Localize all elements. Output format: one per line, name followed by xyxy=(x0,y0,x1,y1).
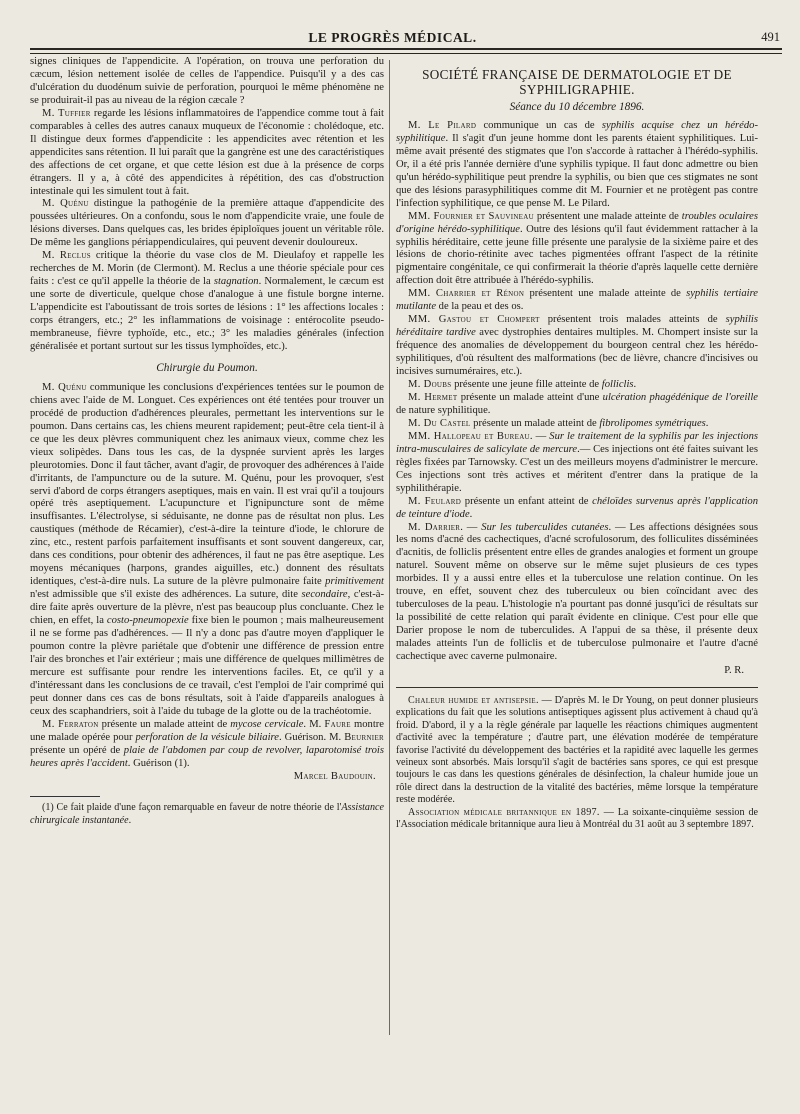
signature-pr: P. R. xyxy=(724,664,744,676)
column-divider xyxy=(389,60,390,1035)
left-column xyxy=(30,56,384,827)
paragraph-reclus: M. Reclus critique la théorie du vase clos de M. Dieulafoy et rappelle les recherches de M. Morin (de Clermont). M. Reclus a une théorie spéciale pour ces faits : c'est ce qu'il appelle la théorie de la stagnation. Normalement, le cæcum est une sorte de diverticule, quelque chose d'analogue à une fistule borgne interne. L'appendicite est l'aboutissant de trois sortes de lésions : 1° les affections locales : corps étrangers, etc.; 2° les inflammations de voisinage : entérocolite pseudo-membraneuse, fièvre typhoïde, etc., etc.; 3° les maladies générales (infection généralisée et portant surtout sur les tissus lymphoïdes, etc.). xyxy=(30,250,384,352)
news-separator-rule xyxy=(396,687,758,688)
footnote: (1) Ce fait plaide d'une façon remarquable en faveur de notre théorie de l'Assistance chirurgicale instantanée. xyxy=(30,802,384,826)
right-column xyxy=(396,56,758,831)
paragraph-hallopeau-bureau: MM. Hallopeau et Bureau. — Sur le traitement de la syphilis par les injections intra-musculaires de salicylate de mercure.— Ces injections ont été faites suivant les règles fixées par Tarnowsky. C'est un des meilleurs moyens d'administrer le mercure. Ces injections sont très actives et méritent d'entrer dans la pratique de la syphilithérapie. xyxy=(396,430,758,494)
paragraph-du-castel: M. Du Castel présente un malade atteint de fibrolipomes symétriques. xyxy=(408,417,709,429)
paragraph-gastou-chompert: MM. Gastou et Chompert présentent trois malades atteints de syphilis héréditaire tardive avec dystrophies dentaires multiples. M. Chompert insiste sur la fréquence des anomalies de développement du bourgeon central chez les hérédo-syphilitiques, d'où résultent des malformations (bec de lièvre, chancre d'incisives ou incisives surnuméraires, etc.). xyxy=(396,314,758,378)
paragraph-darrier: M. Darrier. — Sur les tuberculides cutanées. — Les affections désignées sous les noms d'acné des cachectiques, d'acné scrofulosorum, des folliculites disséminées d'acnitis, de folliclis présentent entre elles de grandes analogies et forment un groupe naturel. Souvent même on observe sur le même sujet plusieurs de ces types morbides. Il y a aussi entre elles et la tuberculose une relation continue. On les trouve, en effet, souvent chez des tuberculeux ou bien coïncidant avec des tuberculoses de la peau. L'histologie n'a pourtant pas donné jusqu'ici de résultats sur la possibilité de cette relation qui paraît évidente en clinique. C'est pour elle que Darier propose le nom de tuberculides. A l'appui de sa thèse, il présente deux malades atteints l'un de folliclis et de tuberculose pulmonaire et l'autre d'acné cachectique avec caverne pulmonaire. xyxy=(396,521,759,663)
running-title: LE PROGRÈS MÉDICAL. xyxy=(308,30,477,45)
paragraph-quenu-appendicite: M. Quénu distingue la pathogénie de la première attaque d'appendicite des poussées ultérieures. On a confondu, sous le nom d'appendicite vraie, une foule de lésions diverses. Dans quelques cas, les brides épiploïques jouent un véritable rôle. De même les ganglions périappendiculaires, qui peuvent devenir douloureux. xyxy=(30,198,385,249)
paragraph-appendicite-end: signes cliniques de l'appendicite. A l'opération, on trouva une perforation du cæcum, lésion nettement isolée de celles de l'appendice. Puisqu'il y a des cas d'ulcération du duodénum suivie de perforation, pourquoi le même phénomène ne se produirait-il pas au niveau de la région cæcale ? xyxy=(30,56,384,106)
signature-baudouin: Marcel Baudouin. xyxy=(293,771,376,783)
seance-date: Séance du 10 décembre 1896. xyxy=(509,101,645,113)
paragraph-tuffier: M. Tuffier regarde les lésions inflammatoires de l'appendice comme tout à fait comparables à celles des autres canaux muqueux de l'économie : cholédoque, etc. Il distingue deux formes d'appendicite : les appendicites avec rétention et les appendicites sans rétention. Il lui paraît que la gangrène est une des caractéristiques des affections de cet organe, et que cette lésion est due à la présence de corps étrangers. Il y a, à côté des appendicites à répétition, des cas d'obstruction intestinale qui les simulent tout à fait. xyxy=(30,107,384,197)
paragraph-doubs: M. Doubs présente une jeune fille atteinte de folliclis. xyxy=(408,379,637,391)
paragraph-feulard: M. Feulard présente un enfant atteint de chéloïdes survenus après l'application de teinture d'iode. xyxy=(396,495,758,520)
paragraph-fournier-sauvineau: MM. Fournier et Sauvineau présentent une malade atteinte de troubles oculaires d'origine hérédo-syphilitique. Outre des lésions qu'il faut évidemment rattacher à la syphilis héréditaire, cette jeune fille présente une paralysie de la sixième paire et des lésions de chorio-rétinite avec taches pigmentées offrant l'aspect de la rétinite pigmentaire congénitale, ce qui confirmerait la théorie d'après laquelle cette dernière affection doit être attribuée à l'hérédo-syphilis. xyxy=(396,210,758,287)
running-header xyxy=(30,30,780,48)
footnote-rule xyxy=(30,796,100,797)
paragraph-le-pilard: M. Le Pilard communique un cas de syphilis acquise chez un hérédo-syphilitique. Il s'agit d'un jeune homme dont les parents étaient syphilitiques. Lui-même avait présenté des stigmates que l'on s'accorde à rattacher à l'hérédo-syphilis. Or, il a été pris l'année dernière d'une syphilis typique. Il faut donc admettre ou bien qu'un hérédo-syphilitique peut prendre la syphilis, ou bien que ces stigmates ne sont que des lésions parasyphilitiques comme dit M. Fournier et ne protègent pas contre l'infection syphilitique, ce que pense M. Le Pilard. xyxy=(396,119,758,209)
paragraph-charrier-renon: MM. Charrier et Rénon présentent une malade atteinte de syphilis tertiaire mutilante de la peau et des os. xyxy=(396,288,758,313)
news-association-britannique: Association médicale britannique en 1897. — La soixante-cinquième session de l'Association médicale britannique aura lieu à Montréal du 31 août au 3 septembre 1897. xyxy=(396,806,758,830)
page-number: 491 xyxy=(761,30,780,44)
paragraph-ferraton-faure-beurnier: M. Ferraton présente un malade atteint de mycose cervicale. M. Faure montre une malade opérée pour perforation de la vésicule biliaire. Guérison. M. Beurnier présente un opéré de plaie de l'abdomen par coup de revolver, laparotomisé trois heures après l'accident. Guérison (1). xyxy=(30,718,384,769)
society-heading: SOCIÉTÉ FRANÇAISE DE DERMATOLOGIE ET DE SYPHILIGRAPHIE. xyxy=(422,67,732,97)
header-rule xyxy=(30,48,782,54)
paragraph-quenu-poumon: M. Quénu communique les conclusions d'expériences tentées sur le poumon de chiens avec l'aide de M. Longuet. Ces expériences ont été tentées pour trouver un procédé de production d'adhérences pleurales, permettant les interventions sur le poumon. Dans certains cas, les chiens meurent rapidement; peut-être cela tient-il à ce que les deux plèvres communiquent chez les animaux vieux, comme chez les vieux solipèdes. Dans tous les cas, de la dyspnée survient après les larges pleurotomies. Donc il faut tâcher, avant d'agir, de provoquer des adhérences à l'aide d'irritants, de l'ampuncture ou de la suture. M. Quénu, pour les provoquer, s'est servi d'abord de corps étrangers aseptiques, mais en vain. Il est vrai qu'il a toujours opéré très aseptiquement. L'acupuncture et l'ignipuncture sont de même insuffisantes. L'électrolyse, si séduisante, ne donne pas de résultat non plus. Les caustiques (méthode de Récamier), c'est-à-dire la teinture d'iode, le chlorure de zinc, etc., restent parfois parfaitement insuffisants et sont souvent dangereux, car, dans ces conditions, pour obtenir des adhérences, il faut ne pas être aseptique. Les moyens mécaniques (harpons, grandes aiguilles, etc.) donnent des résultats identiques, c'est-à-dire nuls. La suture de la plèvre pulmonaire faite primitivement n'est admissible que s'il existe des adhérences. La suture, dite secondaire, c'est-à-dire faite après ouverture de la plèvre, n'est pas beaucoup plus concluante. Chez le chien, en effet, la costo-pneumopexie fixe bien le poumon ; mais malheureusement il ne se forme pas d'adhérences. — Il n'y a donc pas d'autre moyen d'appliquer le poumon contre la plèvre pariétale que d'obtenir une différence de pression entre l'air des bronches et l'air extérieur ; mais une différence de quelques millimètres de mercure est suffisante pour rendre les interventions faciles. Et, ce qu'il y a d'intéressant dans les conclusions de ce travail, c'est l'emploi de l'air comprimé qui peut donner dans ces cas de bons résultats, soit à l'aide d'appareils analogues à ceux des scaphandriers, soit à l'aide du tubage de la glotte ou de la trachéotomie. xyxy=(30,381,384,717)
section-heading-chirurgie-poumon: Chirurgie du Poumon. xyxy=(156,361,258,374)
news-items xyxy=(396,695,758,831)
paragraph-hermet: M. Hermet présente un malade atteint d'une ulcération phagédénique de l'oreille de nature syphilitique. xyxy=(396,391,758,416)
news-chaleur-humide: Chaleur humide et antisepsie. — D'après M. le Dr Young, on peut donner plusieurs explications du fait que les solutions antiseptiques agissent plus activement à chaud qu'à froid. D'abord, il y a la règle générale par laquelle les réactions chimiques augmentent d'activité avec la température ; d'autre part, une élévation modérée de température favorise l'activité du développement des bactéries et la rapidité avec laquelle les germes veineux sont absorbés. Mais lorsqu'il s'agit de bactéries sans spores, ce qui est presque toujours le cas dans les questions générales de désinfection, la chaleur humide joue un rôle direct dans la destruction de la vitalité des bactéries, même lorsque la température reste modérée. xyxy=(396,694,758,806)
